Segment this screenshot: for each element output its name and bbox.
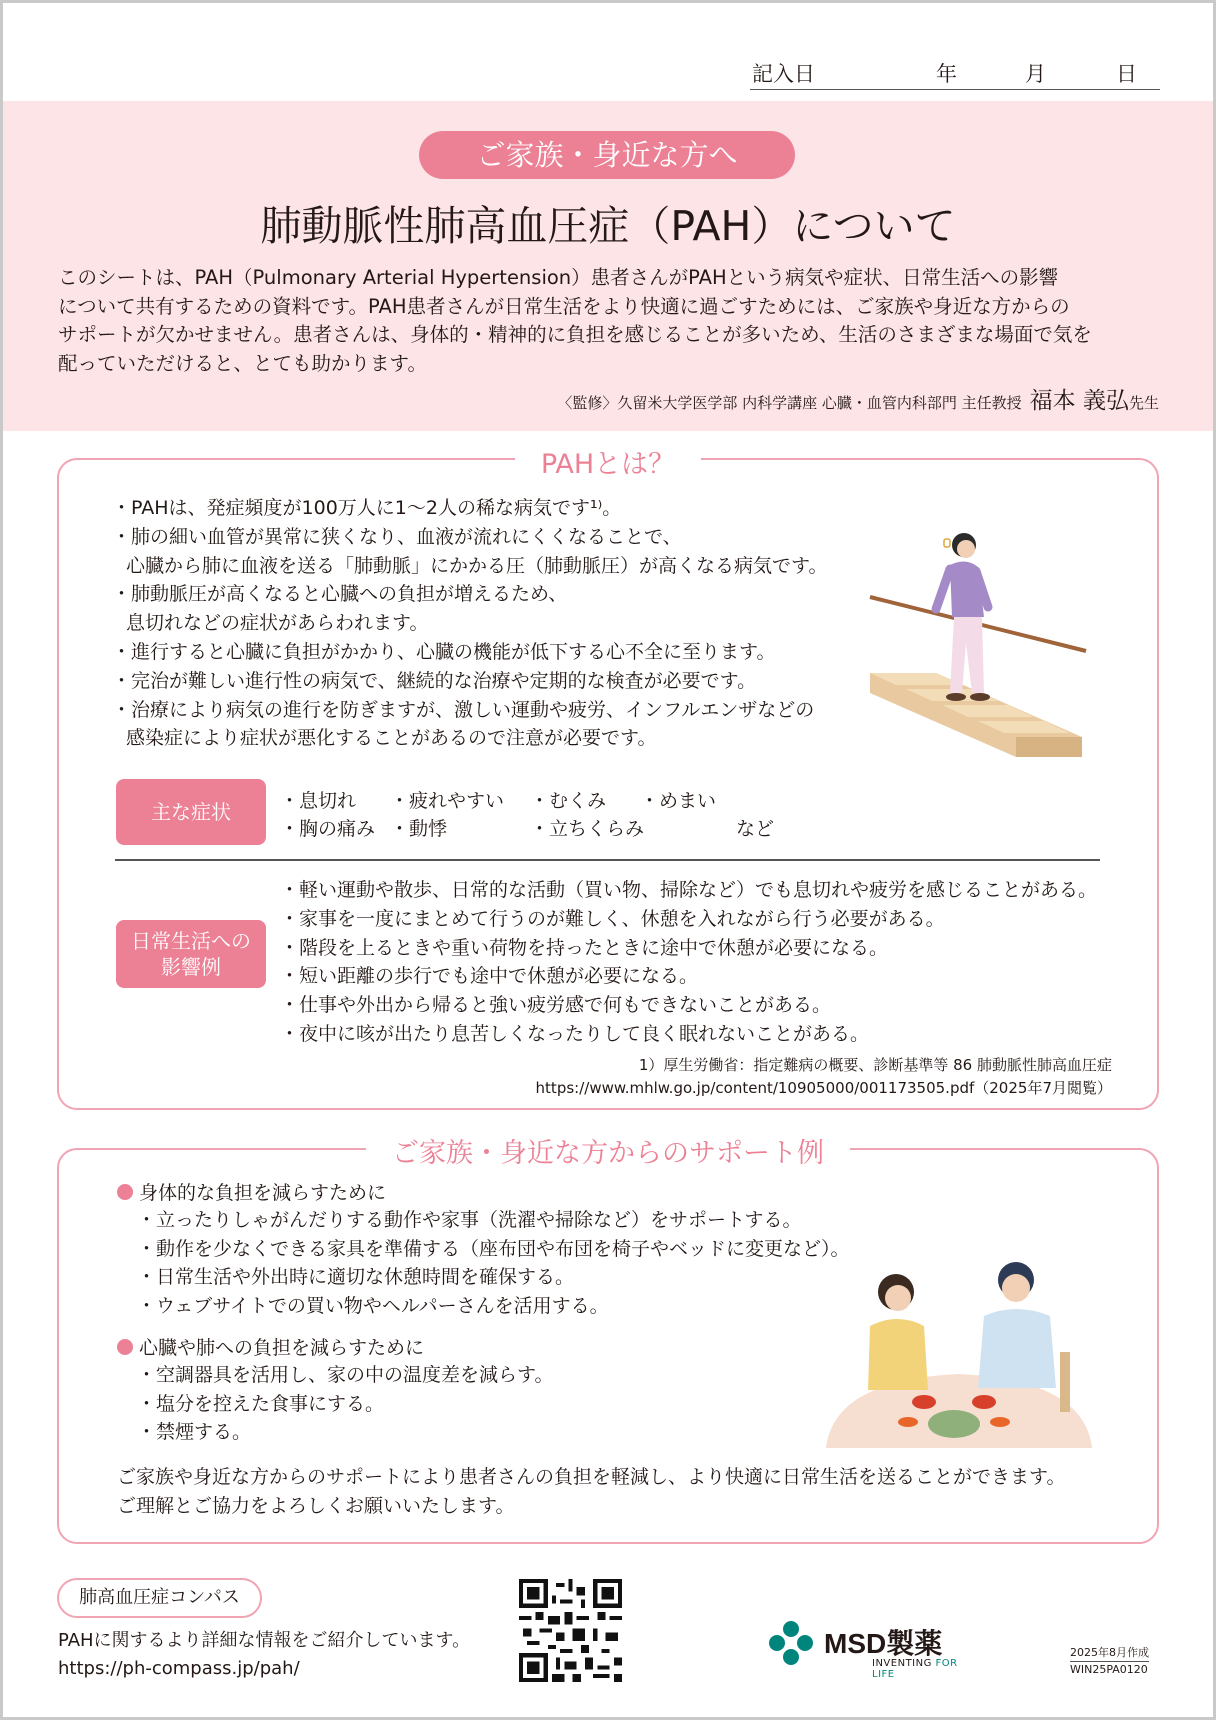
daily-effect-item: ・ 仕事や外出から帰ると強い疲労感で何もできないことがある。 [280, 991, 1097, 1020]
bullet-dot-icon [117, 1339, 133, 1355]
msd-logo-text: MSD製薬 [824, 1628, 943, 1659]
daily-effect-item: ・ 階段を上るときや重い荷物を持ったときに途中で休憩が必要になる。 [280, 934, 1097, 963]
reference-line: 1）厚生労働省：指定難病の概要、診断基準等 86 肺動脈性肺高血圧症 [638, 1056, 1112, 1074]
reference-url: https://www.mhlw.go.jp/content/10905000/001173505.pdf（2025年7月閲覧） [535, 1079, 1112, 1097]
pah-bullet-continued: 心臓から肺に血液を送る「肺動脈」にかかる圧（肺動脈圧）が高くなる病気です。 [126, 554, 828, 577]
stairs-handrail-illustration [866, 525, 1088, 757]
entry-day-label: 日 [1116, 62, 1137, 86]
pah-bullet: ・ 進行すると心臓に負担がかかり、心臓の機能が低下する心不全に至ります。 [112, 638, 827, 667]
compass-info [58, 1627, 470, 1683]
plate-icon [990, 1417, 1010, 1427]
support-item: ・ 塩分を控えた食事にする。 [137, 1390, 554, 1419]
bowl-icon [972, 1395, 996, 1409]
msd-logo-mark-icon [768, 1620, 814, 1666]
bullet-dot-icon [117, 1184, 133, 1200]
entry-date-row [750, 56, 1160, 90]
symptom-item: ・むくみ [530, 790, 607, 812]
daily-effect-item: ・ 家事を一度にまとめて行うのが難しく、休憩を入れながら行う必要がある。 [280, 905, 1097, 934]
woman-figure [868, 1274, 928, 1390]
pah-bullet-list [112, 494, 827, 753]
compass-description: PAHに関するより詳細な情報をご紹介しています。 [58, 1630, 471, 1651]
compass-site-label: 肺高血圧症コンパス [57, 1578, 262, 1618]
plate-icon [898, 1417, 918, 1427]
supervisor-suffix: 先生 [1128, 394, 1159, 412]
symptom-item: ・息切れ [280, 790, 357, 812]
symptom-item: ・めまい [640, 790, 717, 812]
symptom-item: ・疲れやすい [390, 790, 505, 812]
support-group-heading: 身体的な負担を減らすために [117, 1178, 386, 1205]
intro-paragraph [58, 264, 1163, 378]
daily-effects-list [280, 876, 1097, 1049]
intro-line: について共有するための資料です。PAH患者さんが日常生活をより快適に過ごすためには、ご家族や身近な方からの [58, 294, 1070, 318]
daily-effect-item: ・ 軽い運動や散歩、日常的な活動（買い物、掃除など）でも息切れや疲労を感じることがある。 [280, 876, 1097, 905]
compass-url-link[interactable]: https://ph-compass.jp/pah/ [58, 1658, 300, 1679]
supervisor-name: 福本 義弘 [1029, 388, 1129, 414]
symptom-etc: など [736, 818, 775, 840]
closing-message [117, 1463, 1065, 1520]
support-item: ・ 禁煙する。 [137, 1418, 554, 1447]
symptom-item: ・胸の痛み [280, 818, 376, 840]
pah-bullet: ・ 治療により病気の進行を防ぎますが、激しい運動や疲労、インフルエンザなどの [112, 696, 827, 725]
support-item: ・ 日常生活や外出時に適切な休憩時間を確保する。 [137, 1263, 850, 1292]
created-date: 2025年8月作成 [1070, 1645, 1149, 1662]
support-group1-list [137, 1206, 850, 1320]
support-group-heading: 心臓や肺への負担を減らすために [117, 1333, 424, 1360]
intro-line: 配っていただけると、とても助かります。 [58, 351, 427, 375]
page-title: 肺動脈性肺高血圧症（PAH）について [260, 202, 956, 250]
symptoms-tag: 主な症状 [116, 779, 266, 845]
audience-pill: ご家族・身近な方へ [419, 131, 795, 179]
closing-line: ご家族や身近な方からのサポートにより患者さんの負担を軽減し、より快適に日常生活を送ることができます。 [117, 1466, 1066, 1488]
entry-month-label: 月 [1025, 62, 1046, 86]
bowl-icon [912, 1395, 936, 1409]
reference-footnote [536, 1054, 1112, 1100]
pah-bullet-continued: 息切れなどの症状があらわれます。 [126, 612, 429, 635]
daily-tag-line: 影響例 [161, 955, 221, 979]
pah-bullet-continued: 感染症により症状が悪化することがあるので注意が必要です。 [126, 727, 657, 750]
support-item: ・ ウェブサイトでの買い物やヘルパーさんを活用する。 [137, 1292, 850, 1321]
supervisor-affiliation: 〈監修〉久留米大学医学部 内科学講座 心臓・血管内科部門 主任教授 [557, 394, 1022, 412]
intro-line: サポートが欠かせません。患者さんは、身体的・精神的に負担を感じることが多いため、生活のさまざまな場面で気を [58, 323, 1092, 346]
family-dining-illustration [824, 1262, 1094, 1448]
closing-line: ご理解とご協力をよろしくお願いいたします。 [117, 1494, 515, 1517]
supervisor-credit [557, 382, 1159, 415]
intro-line: このシートは、PAH（Pulmonary Arterial Hypertension）患者さんがPAHという病気や症状、日常生活への影響 [58, 266, 1059, 289]
pah-bullet: ・ 肺の細い血管が異常に狭くなり、血液が流れにくくなることで、 [112, 523, 827, 552]
dish-icon [928, 1410, 980, 1438]
entry-date-label: 記入日 [752, 62, 815, 86]
entry-year-label: 年 [936, 62, 957, 86]
pah-bullet: ・ 完治が難しい進行性の病気で、継続的な治療や定期的な検査が必要です。 [112, 667, 827, 696]
msd-logo [768, 1620, 978, 1680]
document-meta [1070, 1645, 1149, 1678]
section-divider [115, 859, 1100, 861]
symptom-item: ・立ちくらみ [530, 818, 645, 840]
support-item: ・ 空調器具を活用し、家の中の温度差を減らす。 [137, 1361, 554, 1390]
pah-bullet: ・ PAHは、発症頻度が100万人に1〜2人の稀な病気です¹⁾。 [112, 494, 827, 523]
pah-section-title: PAHとは？ [0, 442, 1216, 481]
daily-tag-line: 日常生活への [131, 929, 251, 953]
support-section-title: ご家族・身近な方からのサポート例 [0, 1131, 1216, 1170]
support-group2-list [137, 1361, 554, 1447]
pah-bullet: ・ 肺動脈圧が高くなると心臓への負担が増えるため、 [112, 580, 827, 609]
daily-effect-item: ・ 短い距離の歩行でも途中で休憩が必要になる。 [280, 962, 1097, 991]
document-code: WIN25PA0120 [1070, 1663, 1148, 1676]
daily-effects-tag [116, 920, 266, 988]
symptom-item: ・動悸 [390, 818, 448, 840]
support-item: ・ 動作を少なくできる家具を準備する（座布団や布団を椅子やベッドに変更など）。 [137, 1235, 850, 1264]
daily-effect-item: ・ 夜中に咳が出たり息苦しくなったりして良く眠れないことがある。 [280, 1020, 1097, 1049]
qr-code-icon[interactable] [519, 1579, 622, 1682]
support-item: ・ 立ったりしゃがんだりする動作や家事（洗濯や掃除など）をサポートする。 [137, 1206, 850, 1235]
msd-tagline: INVENTING FOR LIFE [872, 1658, 958, 1680]
